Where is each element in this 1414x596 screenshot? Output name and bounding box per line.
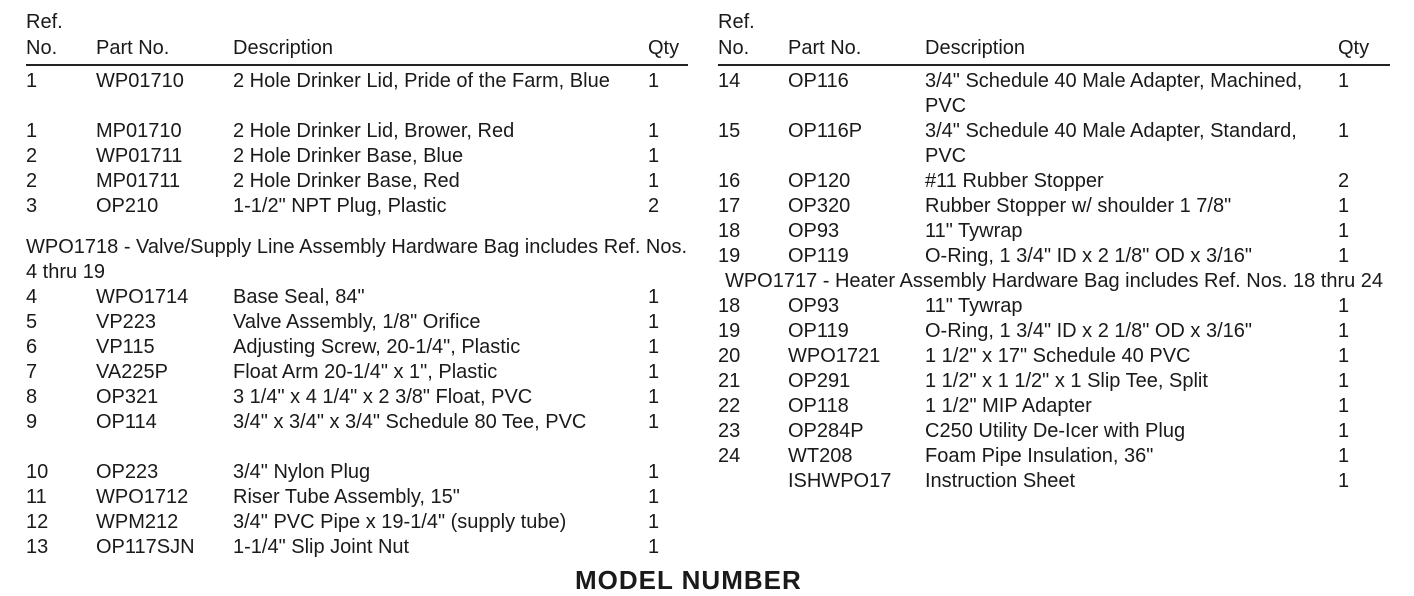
ref-cell: 18 bbox=[718, 220, 741, 242]
table-row bbox=[718, 394, 1390, 419]
part-no-cell: OP93 bbox=[788, 220, 840, 242]
table-row bbox=[718, 219, 1390, 244]
ref-cell: 1 bbox=[26, 120, 38, 142]
part-no-cell: OP93 bbox=[788, 295, 840, 317]
part-no-cell: WP01711 bbox=[96, 145, 183, 167]
ref-cell: 8 bbox=[26, 386, 38, 408]
description-cell: 3/4" Nylon Plug bbox=[233, 461, 371, 483]
description-cell: 1 1/2" MIP Adapter bbox=[925, 395, 1092, 417]
qty-cell: 1 bbox=[648, 461, 660, 483]
table-row bbox=[718, 444, 1390, 469]
table-row bbox=[26, 285, 688, 310]
ref-cell: 2 bbox=[26, 145, 38, 167]
qty-cell: 1 bbox=[648, 486, 660, 508]
table-row bbox=[718, 294, 1390, 319]
ref-cell: 16 bbox=[718, 170, 741, 192]
part-no-cell: OP223 bbox=[96, 461, 159, 483]
part-no-cell: VP223 bbox=[96, 311, 157, 333]
description-cell: Riser Tube Assembly, 15" bbox=[233, 486, 460, 508]
ref-cell: 2 bbox=[26, 170, 38, 192]
ref-cell: 4 bbox=[26, 286, 38, 308]
part-no-cell: WT208 bbox=[788, 445, 853, 467]
header-ref-line2: No. bbox=[26, 37, 58, 59]
qty-cell: 1 bbox=[1338, 120, 1350, 142]
parts-table-left bbox=[26, 10, 688, 560]
right-rows-top bbox=[718, 69, 1390, 269]
ref-cell: 12 bbox=[26, 511, 49, 533]
table-header bbox=[26, 10, 688, 62]
left-rows-bottom bbox=[26, 285, 688, 560]
ref-cell: 14 bbox=[718, 70, 741, 92]
part-no-cell: OP120 bbox=[788, 170, 851, 192]
table-row bbox=[26, 485, 688, 510]
part-no-cell: MP01711 bbox=[96, 170, 181, 192]
table-row bbox=[26, 144, 688, 169]
header-ref-line2: No. bbox=[718, 37, 750, 59]
description-cell: 2 Hole Drinker Lid, Pride of the Farm, Blue bbox=[233, 70, 610, 92]
ref-cell: 17 bbox=[718, 195, 741, 217]
header-rule bbox=[718, 64, 1390, 66]
qty-cell: 1 bbox=[1338, 445, 1350, 467]
bag-note-right: WPO1717 - Heater Assembly Hardware Bag includes Ref. Nos. 18 thru 24 bbox=[724, 270, 1384, 292]
part-no-cell: WPO1714 bbox=[96, 286, 189, 308]
description-cell: 11" Tywrap bbox=[925, 220, 1023, 242]
description-cell: 3 1/4" x 4 1/4" x 2 3/8" Float, PVC bbox=[233, 386, 533, 408]
part-no-cell: WPO1712 bbox=[96, 486, 189, 508]
part-no-cell: OP118 bbox=[788, 395, 849, 417]
table-row bbox=[26, 385, 688, 410]
qty-cell: 1 bbox=[648, 411, 660, 433]
description-cell: Foam Pipe Insulation, 36" bbox=[925, 445, 1154, 467]
description-cell: O-Ring, 1 3/4" ID x 2 1/8" OD x 3/16" bbox=[925, 320, 1252, 342]
ref-cell: 13 bbox=[26, 536, 49, 558]
header-rule bbox=[26, 64, 688, 66]
part-no-cell: OP117SJN bbox=[96, 536, 195, 558]
table-row bbox=[718, 169, 1390, 194]
part-no-cell: ISHWPO17 bbox=[788, 470, 892, 492]
description-cell: 1 1/2" x 1 1/2" x 1 Slip Tee, Split bbox=[925, 370, 1208, 392]
description-cell: 1-1/4" Slip Joint Nut bbox=[233, 536, 410, 558]
qty-cell: 1 bbox=[1338, 370, 1350, 392]
qty-cell: 1 bbox=[648, 286, 660, 308]
ref-cell: 24 bbox=[718, 445, 741, 467]
part-no-cell: VA225P bbox=[96, 361, 168, 383]
qty-cell: 2 bbox=[1338, 170, 1350, 192]
header-part-no: Part No. bbox=[788, 37, 862, 59]
ref-cell: 22 bbox=[718, 395, 741, 417]
table-row bbox=[718, 244, 1390, 269]
part-no-cell: MP01710 bbox=[96, 120, 182, 142]
qty-cell: 1 bbox=[1338, 420, 1350, 442]
header-qty: Qty bbox=[648, 37, 680, 59]
table-row bbox=[26, 119, 688, 144]
header-part-no: Part No. bbox=[96, 37, 170, 59]
ref-cell: 18 bbox=[718, 295, 741, 317]
table-row bbox=[718, 319, 1390, 344]
model-number-heading: MODEL NUMBER bbox=[575, 565, 802, 595]
part-no-cell: OP321 bbox=[96, 386, 159, 408]
ref-cell: 10 bbox=[26, 461, 49, 483]
ref-cell: 1 bbox=[26, 70, 38, 92]
part-no-cell: VP115 bbox=[96, 336, 155, 358]
qty-cell: 2 bbox=[648, 195, 660, 217]
qty-cell: 1 bbox=[648, 145, 660, 167]
table-row bbox=[26, 169, 688, 194]
ref-cell: 20 bbox=[718, 345, 741, 367]
part-no-cell: OP116P bbox=[788, 120, 863, 142]
right-rows-bottom bbox=[718, 294, 1390, 494]
part-no-cell: OP210 bbox=[96, 195, 159, 217]
header-qty: Qty bbox=[1338, 37, 1370, 59]
ref-cell: 11 bbox=[26, 486, 47, 508]
part-no-cell: WPM212 bbox=[96, 511, 179, 533]
left-rows-top bbox=[26, 69, 688, 219]
description-cell: 1 1/2" x 17" Schedule 40 PVC bbox=[925, 345, 1191, 367]
qty-cell: 1 bbox=[648, 170, 660, 192]
table-row bbox=[26, 460, 688, 485]
description-cell: 2 Hole Drinker Base, Blue bbox=[233, 145, 464, 167]
qty-cell: 1 bbox=[648, 361, 660, 383]
description-cell: #11 Rubber Stopper bbox=[925, 170, 1104, 192]
header-description: Description bbox=[925, 37, 1026, 59]
ref-cell: 6 bbox=[26, 336, 38, 358]
description-cell: 3/4" PVC Pipe x 19-1/4" (supply tube) bbox=[233, 511, 567, 533]
ref-cell: 15 bbox=[718, 120, 741, 142]
part-no-cell: OP119 bbox=[788, 320, 849, 342]
qty-cell: 1 bbox=[1338, 320, 1350, 342]
description-cell: 3/4" Schedule 40 Male Adapter, Machined, PVC bbox=[925, 70, 1303, 117]
header-description: Description bbox=[233, 37, 334, 59]
description-cell: Rubber Stopper w/ shoulder 1 7/8" bbox=[925, 195, 1232, 217]
ref-cell: 5 bbox=[26, 311, 38, 333]
table-row bbox=[718, 344, 1390, 369]
part-no-cell: OP116 bbox=[788, 70, 849, 92]
qty-cell: 1 bbox=[1338, 245, 1350, 267]
qty-cell: 1 bbox=[1338, 70, 1350, 92]
table-row bbox=[718, 194, 1390, 219]
table-row bbox=[26, 69, 688, 119]
header-ref-line1: Ref. bbox=[26, 11, 63, 33]
qty-cell: 1 bbox=[1338, 295, 1350, 317]
part-no-cell: OP320 bbox=[788, 195, 851, 217]
table-row bbox=[26, 535, 688, 560]
qty-cell: 1 bbox=[648, 511, 660, 533]
qty-cell: 1 bbox=[648, 120, 660, 142]
description-cell: Adjusting Screw, 20-1/4", Plastic bbox=[233, 336, 521, 358]
description-cell: 3/4" x 3/4" x 3/4" Schedule 80 Tee, PVC bbox=[233, 411, 587, 433]
part-no-cell: WP01710 bbox=[96, 70, 184, 92]
part-no-cell: OP114 bbox=[96, 411, 157, 433]
description-cell: Base Seal, 84" bbox=[233, 286, 365, 308]
description-cell: 3/4" Schedule 40 Male Adapter, Standard, PVC bbox=[925, 120, 1297, 167]
table-row bbox=[718, 119, 1390, 169]
qty-cell: 1 bbox=[1338, 220, 1350, 242]
description-cell: Float Arm 20-1/4" x 1", Plastic bbox=[233, 361, 498, 383]
qty-cell: 1 bbox=[648, 70, 660, 92]
ref-cell: 23 bbox=[718, 420, 741, 442]
table-row bbox=[26, 194, 688, 219]
part-no-cell: OP291 bbox=[788, 370, 851, 392]
table-row bbox=[26, 360, 688, 385]
description-cell: Valve Assembly, 1/8" Orifice bbox=[233, 311, 481, 333]
part-no-cell: OP284P bbox=[788, 420, 864, 442]
qty-cell: 1 bbox=[1338, 345, 1350, 367]
description-cell: O-Ring, 1 3/4" ID x 2 1/8" OD x 3/16" bbox=[925, 245, 1252, 267]
part-no-cell: WPO1721 bbox=[788, 345, 881, 367]
ref-cell: 7 bbox=[26, 361, 38, 383]
qty-cell: 1 bbox=[648, 311, 660, 333]
bag-note-left: WPO1718 - Valve/Supply Line Assembly Hardware Bag includes Ref. Nos. 4 thru 19 bbox=[26, 236, 688, 283]
table-row bbox=[718, 469, 1390, 494]
part-no-cell: OP119 bbox=[788, 245, 849, 267]
description-cell: 2 Hole Drinker Lid, Brower, Red bbox=[233, 120, 515, 142]
table-row bbox=[718, 69, 1390, 119]
qty-cell: 1 bbox=[648, 386, 660, 408]
table-row bbox=[26, 310, 688, 335]
ref-cell: 9 bbox=[26, 411, 38, 433]
ref-cell: 19 bbox=[718, 245, 741, 267]
table-row bbox=[718, 369, 1390, 394]
qty-cell: 1 bbox=[1338, 395, 1350, 417]
table-row bbox=[26, 335, 688, 360]
description-cell: Instruction Sheet bbox=[925, 470, 1076, 492]
description-cell: 1-1/2" NPT Plug, Plastic bbox=[233, 195, 447, 217]
description-cell: C250 Utility De-Icer with Plug bbox=[925, 420, 1186, 442]
qty-cell: 1 bbox=[648, 336, 660, 358]
table-row bbox=[718, 419, 1390, 444]
table-header bbox=[718, 10, 1390, 62]
ref-cell: 21 bbox=[718, 370, 741, 392]
table-row bbox=[26, 410, 688, 460]
parts-table-right bbox=[718, 10, 1390, 494]
qty-cell: 1 bbox=[648, 536, 660, 558]
table-row bbox=[26, 510, 688, 535]
qty-cell: 1 bbox=[1338, 195, 1350, 217]
ref-cell: 19 bbox=[718, 320, 741, 342]
description-cell: 2 Hole Drinker Base, Red bbox=[233, 170, 460, 192]
qty-cell: 1 bbox=[1338, 470, 1350, 492]
description-cell: 11" Tywrap bbox=[925, 295, 1023, 317]
header-ref-line1: Ref. bbox=[718, 11, 755, 33]
ref-cell: 3 bbox=[26, 195, 38, 217]
